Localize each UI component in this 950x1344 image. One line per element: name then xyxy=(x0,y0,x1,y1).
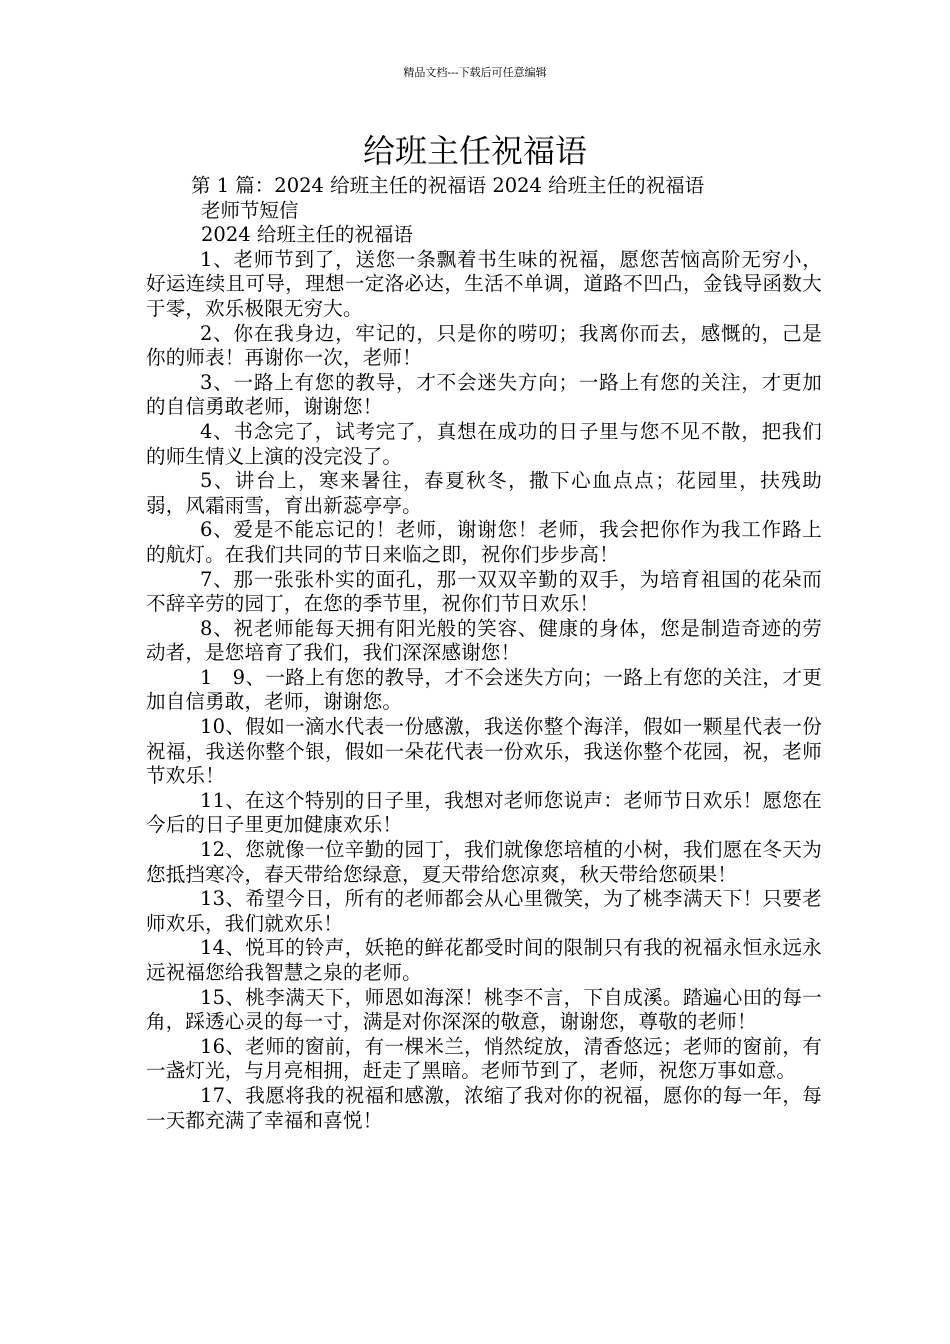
paragraph-5: 5、讲台上，寒来暑往，春夏秋冬，撒下心血点点；花园里，扶残助弱，风霜雨雪，育出新蕊亭亭。 xyxy=(146,469,822,517)
paragraph-9: 1 9、一路上有您的教导，才不会迷失方向；一路上有您的关注，才更加自信勇敢，老师，谢谢您。 xyxy=(146,665,822,714)
paragraph-1: 1、老师节到了，送您一条飘着书生味的祝福，愿您苦恼高阶无穷小，好运连续且可导，理想一定洛必达，生活不单调，道路不凹凸，金钱导函数大于零，欢乐极限无穷大。 xyxy=(146,247,822,320)
paragraph-13: 13、希望今日，所有的老师都会从心里微笑，为了桃李满天下！只要老师欢乐，我们就欢乐！ xyxy=(146,887,822,935)
paragraph-2: 2、你在我身边，牢记的，只是你的唠叨；我离你而去，感慨的，己是你的师表！再谢你一次，老师！ xyxy=(146,321,822,370)
chapter-heading: 第 1 篇：2024 给班主任的祝福语 2024 给班主任的祝福语 xyxy=(191,174,705,197)
paragraph-10: 10、假如一滴水代表一份感激，我送你整个海洋，假如一颗星代表一份祝福，我送你整个银，假如一朵花代表一份欢乐，我送你整个花园，祝，老师节欢乐！ xyxy=(146,715,822,788)
paragraph-12: 12、您就像一位辛勤的园丁，我们就像您培植的小树，我们愿在冬天为您抵挡寒冷，春天带给您绿意，夏天带给您凉爽，秋天带给您硕果！ xyxy=(146,838,822,886)
paragraph-6: 6、爱是不能忘记的！老师，谢谢您！老师，我会把你作为我工作路上的航灯。在我们共同的节日来临之即，祝你们步步高！ xyxy=(146,518,822,566)
paragraph-15: 15、桃李满天下，师恩如海深！桃李不言，下自成溪。踏遍心田的每一角，踩透心灵的每一寸，满是对你深深的敬意，谢谢您，尊敬的老师！ xyxy=(146,985,822,1034)
paragraph-8: 8、祝老师能每天拥有阳光般的笑容、健康的身体，您是制造奇迹的劳动者，是您培育了我们，我们深深感谢您！ xyxy=(146,616,822,665)
document-title: 给班主任祝福语 xyxy=(362,132,587,170)
page-header-note: 精品文档---下载后可任意编辑 xyxy=(403,66,547,79)
subheading-sms: 老师节短信 xyxy=(201,198,299,222)
paragraph-11: 11、在这个特别的日子里，我想对老师您说声：老师节日欢乐！愿您在今后的日子里更加健康欢乐！ xyxy=(146,788,822,837)
subheading-blessings: 2024 给班主任的祝福语 xyxy=(201,223,413,247)
paragraph-4: 4、书念完了，试考完了，真想在成功的日子里与您不见不散，把我们的师生情义上演的没完没了。 xyxy=(146,419,822,468)
paragraph-3: 3、一路上有您的教导，才不会迷失方向；一路上有您的关注，才更加的自信勇敢老师，谢谢您！ xyxy=(146,370,822,419)
document-body xyxy=(146,174,822,1133)
paragraph-14: 14、悦耳的铃声，妖艳的鲜花都受时间的限制只有我的祝福永恒永远永远祝福您给我智慧之泉的老师。 xyxy=(146,936,822,984)
paragraph-17: 17、我愿将我的祝福和感激，浓缩了我对你的祝福，愿你的每一年，每一天都充满了幸福和喜悦！ xyxy=(146,1083,822,1132)
paragraph-7: 7、那一张张朴实的面孔，那一双双辛勤的双手，为培育祖国的花朵而不辞辛劳的园丁，在您的季节里，祝你们节日欢乐！ xyxy=(146,567,822,616)
paragraph-16: 16、老师的窗前，有一棵米兰，悄然绽放，清香悠远；老师的窗前，有一盏灯光，与月亮相拥，赶走了黑暗。老师节到了，老师，祝您万事如意。 xyxy=(146,1034,822,1083)
